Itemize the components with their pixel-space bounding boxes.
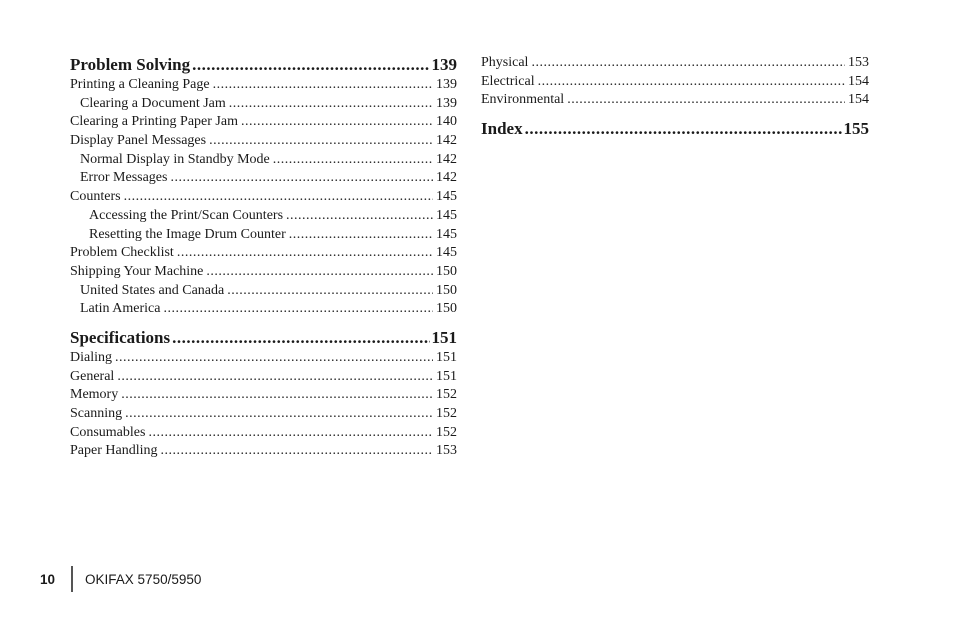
toc-entry-label: Memory [70,387,119,403]
dot-leader [117,368,433,387]
dot-leader [241,113,433,132]
dot-leader [209,132,433,151]
dot-leader [531,54,845,73]
toc-heading-problem-solving[interactable] [70,54,457,76]
toc-entry-display-panel-messages[interactable] [70,132,457,151]
dot-leader [273,151,433,170]
toc-entry-label: Problem Solving [70,55,191,74]
toc-entry-page-number: 150 [436,263,457,279]
toc-entry-clearing-a-printing-paper-jam[interactable] [70,113,457,132]
dot-leader [289,226,433,245]
toc-entry-page-number: 139 [436,95,457,111]
toc-entry-scanning[interactable] [70,405,457,424]
toc-section [70,327,457,461]
toc-entry-dialing[interactable] [70,349,457,368]
dot-leader [148,424,433,443]
toc-entry-label: Problem Checklist [70,245,174,261]
toc-entry-page-number: 150 [436,282,457,298]
toc-entry-page-number: 154 [848,92,869,108]
footer-product-name: OKIFAX 5750/5950 [85,571,202,587]
toc-entry-label: Normal Display in Standby Mode [80,151,270,167]
dot-leader [160,442,433,461]
toc-entry-united-states-and-canada[interactable] [70,282,457,301]
dot-leader [170,169,433,188]
dot-leader [525,118,842,140]
toc-entry-label: Resetting the Image Drum Counter [89,226,286,242]
toc-entry-page-number: 151 [431,327,457,347]
toc-entry-clearing-a-document-jam[interactable] [70,95,457,114]
toc-entry-normal-display-in-standby-mode[interactable] [70,151,457,170]
toc-entry-error-messages[interactable] [70,169,457,188]
footer-page-number: 10 [40,571,56,587]
toc-right-column [481,54,869,140]
toc-entry-label: Environmental [481,92,565,108]
toc-entry-label: Electrical [481,73,535,89]
toc-entry-page-number: 151 [436,368,457,384]
toc-entry-printing-a-cleaning-page[interactable] [70,76,457,95]
dot-leader [177,244,433,263]
toc-entry-label: Physical [481,55,529,70]
toc-heading-index[interactable] [481,118,869,140]
toc-entry-label: Accessing the Print/Scan Counters [89,207,284,223]
toc-entry-page-number: 152 [436,387,457,403]
toc-entry-problem-checklist[interactable] [70,244,457,263]
toc-entry-shipping-your-machine[interactable] [70,263,457,282]
toc-entry-label: Index [481,119,523,139]
toc-section [481,118,869,140]
toc-section [481,54,869,110]
footer-divider [71,566,73,592]
toc-entry-page-number: 145 [436,245,457,261]
toc-entry-page-number: 153 [848,55,869,70]
toc-entry-page-number: 139 [431,55,457,74]
dot-leader [124,188,433,207]
toc-entry-page-number: 145 [436,226,457,242]
toc-entry-label: Specifications [70,327,171,347]
toc-entry-memory[interactable] [70,386,457,405]
dot-leader [567,91,845,110]
dot-leader [213,76,433,95]
toc-entry-page-number: 150 [436,301,457,317]
toc-entry-paper-handling[interactable] [70,442,457,461]
toc-entry-page-number: 142 [436,170,457,186]
toc-entry-label: Error Messages [80,170,168,186]
dot-leader [206,263,433,282]
toc-entry-electrical[interactable] [481,73,869,92]
toc-left-column [70,54,457,461]
dot-leader [163,300,433,319]
toc-entry-page-number: 139 [436,77,457,92]
toc-entry-label: Paper Handling [70,443,158,459]
page-footer [40,566,201,592]
toc-entry-label: Printing a Cleaning Page [70,77,210,92]
toc-entry-label: Shipping Your Machine [70,263,204,279]
toc-entry-label: United States and Canada [80,282,225,298]
toc-entry-page-number: 151 [436,349,457,365]
toc-entry-latin-america[interactable] [70,300,457,319]
dot-leader [115,349,433,368]
toc-entry-label: Latin America [80,301,161,317]
toc-entry-accessing-the-print-scan-counters[interactable] [70,207,457,226]
toc-entry-page-number: 142 [436,151,457,167]
toc-entry-label: Consumables [70,424,146,440]
toc-entry-page-number: 145 [436,189,457,205]
toc-entry-environmental[interactable] [481,91,869,110]
toc-entry-label: Dialing [70,349,112,365]
dot-leader [538,73,845,92]
toc-entry-page-number: 152 [436,406,457,421]
toc-entry-general[interactable] [70,368,457,387]
toc-entry-page-number: 145 [436,207,457,223]
dot-leader [121,386,433,405]
toc-section [70,54,457,319]
toc-entry-page-number: 142 [436,133,457,149]
toc-entry-resetting-the-image-drum-counter[interactable] [70,226,457,245]
toc-entry-label: Clearing a Printing Paper Jam [70,114,238,130]
dot-leader [125,405,433,424]
toc-entry-label: General [70,368,115,384]
dot-leader [192,54,429,76]
toc-entry-page-number: 154 [848,73,869,89]
toc-entry-label: Display Panel Messages [70,133,207,149]
toc-entry-label: Scanning [70,406,123,421]
toc-entry-page-number: 153 [436,443,457,459]
toc-entry-page-number: 155 [843,119,869,139]
dot-leader [229,95,433,114]
toc-entry-page-number: 152 [436,424,457,440]
toc-heading-specifications[interactable] [70,327,457,349]
dot-leader [172,327,429,349]
toc-entry-page-number: 140 [436,114,457,130]
toc-entry-label: Clearing a Document Jam [80,95,226,111]
dot-leader [286,207,433,226]
toc-entry-label: Counters [70,189,121,205]
toc-entry-consumables[interactable] [70,424,457,443]
toc-entry-counters[interactable] [70,188,457,207]
dot-leader [227,282,433,301]
toc-entry-physical[interactable] [481,54,869,73]
